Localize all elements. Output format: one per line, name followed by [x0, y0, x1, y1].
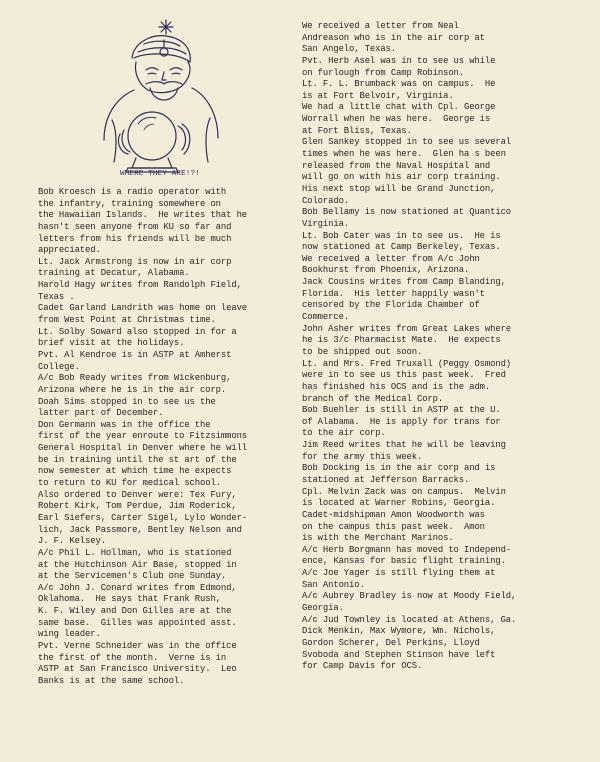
text-line: We received a letter from A/c John [302, 253, 480, 264]
text-line: for Camp Davis for OCS. [302, 661, 423, 672]
text-line: Texas . [38, 291, 75, 302]
text-line: Also ordered to Denver were: Tex Fury, [38, 489, 237, 500]
text-line: San Antonio. [302, 579, 365, 590]
text-line: Svoboda and Stephen Stinson have left [302, 649, 496, 660]
text-line: Georgia. [302, 603, 344, 614]
text-line: Colorado. [302, 195, 350, 206]
text-line: His next stop will be Grand Junction, [302, 183, 496, 194]
text-line: the first of the month. Verne is in [38, 652, 227, 663]
text-line: Bob Kroesch is a radio operator with [38, 187, 227, 197]
text-line: Jim Reed writes that he will be leaving [302, 440, 506, 451]
text-line: Lt. Bob Cater was in to see us. He is [302, 230, 501, 241]
text-line: to be shipped out soon. [302, 346, 423, 357]
text-line: stationed at Jefferson Barracks. [302, 474, 470, 485]
text-line: at Fort Bliss, Texas. [302, 125, 412, 136]
fortune-teller-illustration [74, 12, 234, 190]
text-line: is located at Warner Robins, Georgia. [302, 498, 496, 509]
text-line: We received a letter from Neal [302, 21, 459, 31]
text-line: Lt. Solby Soward also stopped in for a [38, 326, 237, 337]
text-line: A/c Bob Ready writes from Wickenburg, [38, 373, 232, 384]
text-line: ASTP at San Francisco University. Leo [38, 664, 237, 675]
text-line: same base. Gilles was appointed asst. [38, 617, 237, 628]
text-line: on the campus this past week. Amon [302, 521, 485, 532]
text-line: to the air corp. [302, 428, 386, 439]
text-line: to return to KU for medical school. [38, 478, 221, 489]
text-line: Bookhurst from Phoenix, Arizona. [302, 265, 470, 276]
text-line: Lt. and Mrs. Fred Truxall (Peggy Osmond) [302, 358, 512, 369]
text-line: hasn't seen anyone from KU so far and [38, 221, 232, 232]
text-line: of Alabama. He is apply for trans for [302, 416, 501, 427]
text-line: branch of the Medical Corp. [302, 393, 444, 404]
text-line: has finished his OCS and is the adm. [302, 381, 491, 392]
text-line: ence, Kansas for basic flight training. [302, 556, 506, 567]
illustration-caption: WHERE THEY ARE!?! [120, 170, 200, 178]
text-line: Commerce. [302, 312, 350, 323]
text-line: Lt. F. L. Brumback was on campus. He [302, 79, 496, 90]
text-line: A/c Herb Borgmann has moved to Independ- [302, 544, 512, 555]
text-line: College. [38, 361, 80, 372]
text-line: Florida. His letter happily wasn't [302, 288, 485, 299]
text-line: now semester at which time he expects [38, 466, 232, 477]
text-line: A/c Jud Townley is located at Athens, Ga. [302, 614, 517, 625]
text-line: A/c John J. Conard writes from Edmond, [38, 582, 237, 593]
text-line: first of the year enroute to Fitzsimmons [38, 431, 248, 442]
text-line: Oklahoma. He says that Frank Rush, [38, 594, 221, 605]
text-line: John Asher writes from Great Lakes where [302, 323, 512, 334]
text-line: wing leader. [38, 629, 101, 640]
text-line: letters from his friends will be much [38, 233, 232, 244]
text-line: were in to see us this past week. Fred [302, 370, 506, 381]
text-line: Lt. Jack Armstrong is now in air corp [38, 256, 232, 267]
text-line: Dick Menkin, Max Wymore, Wm. Nichols, [302, 626, 496, 637]
text-line: San Angelo, Texas. [302, 44, 397, 55]
text-line: Banks is at the same school. [38, 675, 185, 686]
text-line: censored by the Florida Chamber of [302, 300, 480, 311]
text-line: on furlough from Camp Robinson. [302, 67, 465, 78]
text-line: A/c Phil L. Hollman, who is stationed [38, 547, 232, 558]
text-line: J. F. Kelsey. [38, 536, 106, 547]
text-line: Pvt. Herb Asel was in to see us while [302, 55, 496, 66]
text-line: Robert Kirk, Tom Perdue, Jim Roderick, [38, 501, 237, 512]
text-line: K. F. Wiley and Don Gilles are at the [38, 606, 232, 617]
text-line: at the Hutchinson Air Base, stopped in [38, 559, 237, 570]
left-column [38, 187, 247, 688]
text-line: will go on with his air corp training. [302, 172, 501, 183]
text-line: Cadet Garland Landrith was home on leave [38, 303, 248, 314]
text-line: Earl Siefers, Carter Sigel, Lylo Wonder- [38, 512, 248, 523]
text-line: now stationed at Camp Berkeley, Texas. [302, 242, 501, 253]
text-line: Cpl. Melvin Zack was on campus. Melvin [302, 486, 506, 497]
text-line: Don Germann was in the office the [38, 419, 211, 430]
text-line: A/c Aubrey Bradley is now at Moody Field, [302, 591, 517, 602]
text-line: is at Fort Belvoir, Virginia. [302, 90, 454, 101]
text-line: appreciated. [38, 245, 101, 256]
text-line: Arizona where he is in the air corp. [38, 384, 227, 395]
text-line: the Hawaiian Islands. He writes that he [38, 210, 248, 221]
text-line: Andreason who is in the air corp at [302, 32, 485, 43]
text-line: he is 3/c Pharmacist Mate. He expects [302, 335, 501, 346]
text-line: Glen Sankey stopped in to see us several [302, 137, 512, 148]
text-line: Bob Buehler is still in ASTP at the U. [302, 405, 501, 416]
text-line: lich, Jack Passmore, Bentley Nelson and [38, 524, 242, 535]
text-line: Virginia. [302, 218, 350, 229]
text-line: A/c Joe Yager is still flying them at [302, 568, 496, 579]
text-line: General Hospital in Denver where he will [38, 443, 248, 454]
text-line: We had a little chat with Cpl. George [302, 102, 496, 113]
text-line: is with the Merchant Marinos. [302, 533, 454, 544]
text-line: Cadet-midshipman Amon Woodworth was [302, 509, 485, 520]
text-line: Jack Cousins writes from Camp Blanding, [302, 277, 506, 288]
text-line: training at Decatur, Alabama. [38, 268, 190, 279]
text-line: Doah Sims stopped in to see us the [38, 396, 216, 407]
text-line: Pvt. Al Kendroe is in ASTP at Amherst [38, 349, 232, 360]
text-line: Bob Bellamy is now stationed at Quantico [302, 207, 512, 218]
text-line: for the army this week. [302, 451, 423, 462]
text-line: be in training until the st art of the [38, 454, 237, 465]
text-line: the infantry, training somewhere on [38, 198, 221, 209]
text-line: Harold Hagy writes from Randolph Field, [38, 280, 242, 291]
right-column [302, 21, 516, 673]
text-line: latter part of December. [38, 408, 164, 419]
text-line: released from the Naval Hospital and [302, 160, 491, 171]
text-line: brief visit at the holidays. [38, 338, 185, 349]
text-line: times when he was here. Glen ha s been [302, 149, 506, 160]
text-line: Gordon Scherer, Del Perkins, Lloyd [302, 637, 480, 648]
text-line: Worrall when he was here. George is [302, 114, 491, 125]
text-line: Bob Docking is in the air corp and is [302, 463, 496, 474]
text-line: at the Servicemen's Club one Sunday. [38, 571, 227, 582]
text-line: Pvt. Verne Schneider was in the office [38, 640, 237, 651]
text-line: from West Point at Christmas time. [38, 315, 216, 326]
